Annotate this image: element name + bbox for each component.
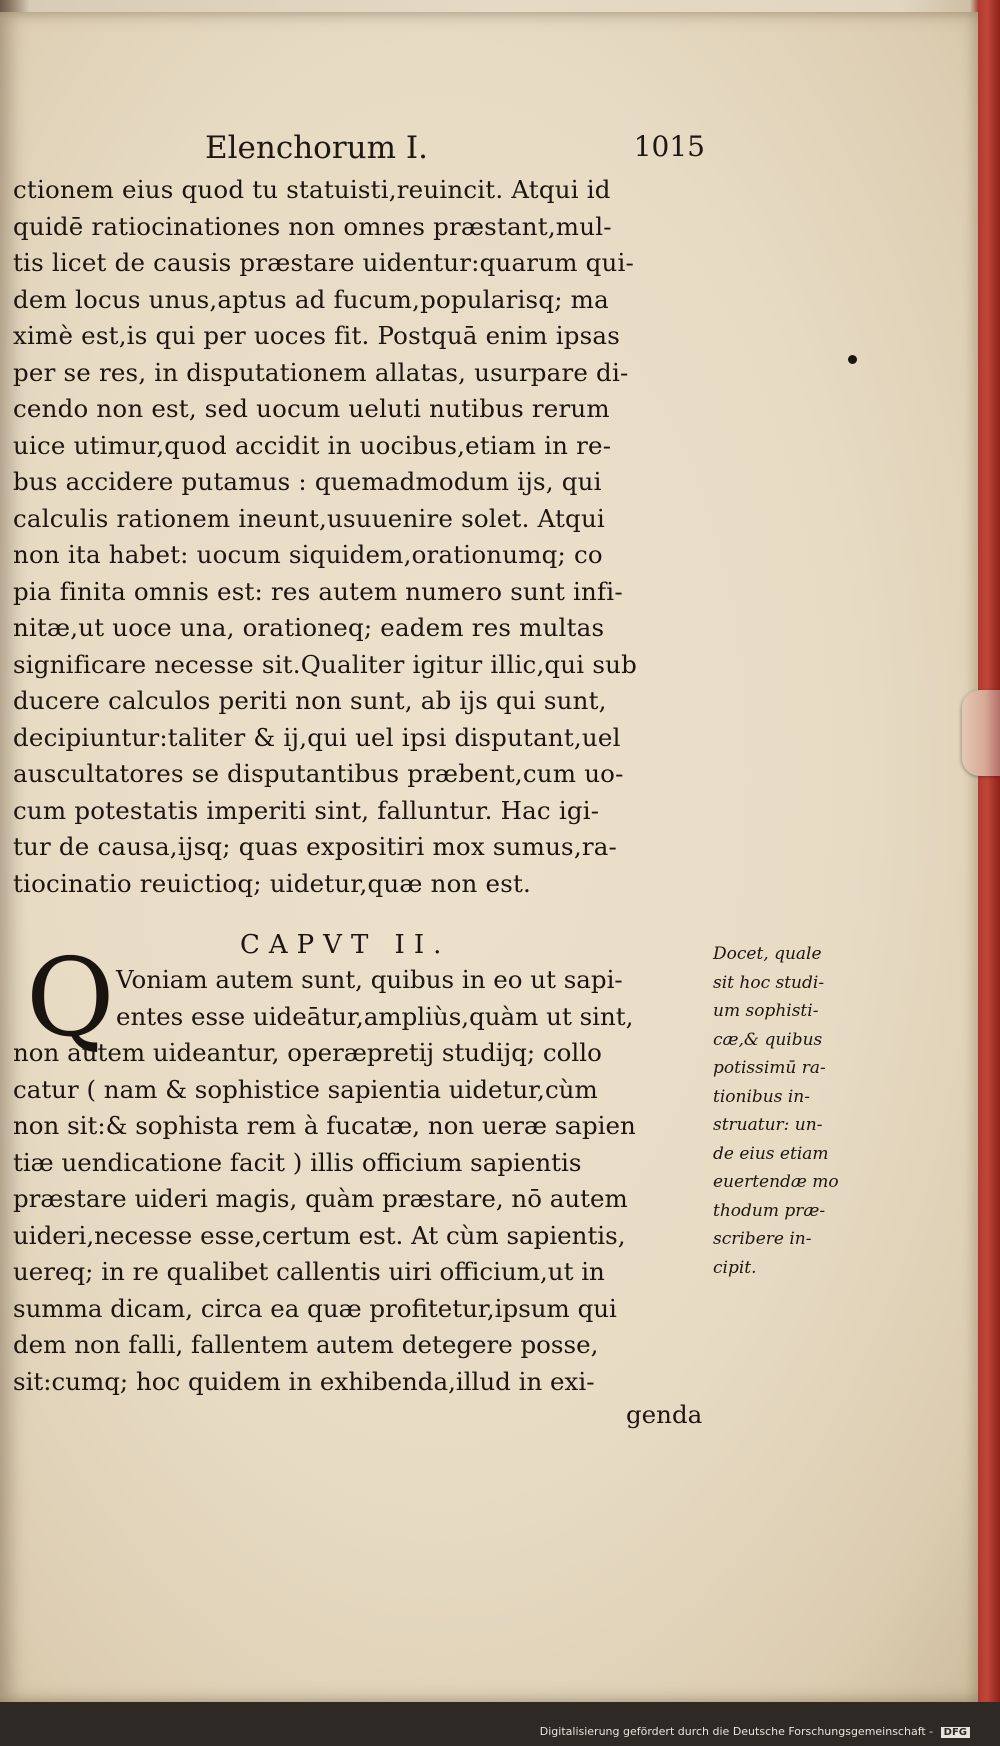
text-line: dem locus unus,aptus ad fucum,popularisq; ma	[13, 284, 609, 314]
text-line: quidē ratiocinationes non omnes præstant,mul-	[13, 211, 612, 241]
text-line: non autem uideantur, operæpretij studijq; collo	[13, 1038, 602, 1067]
text-line: cum potestatis imperiti sint, falluntur. Hac igi-	[13, 795, 600, 825]
marginal-note-line: tionibus in-	[713, 1086, 810, 1107]
text-line: non sit:& sophista rem à fucatæ, non ueræ sapien	[13, 1111, 636, 1140]
text-line: cendo non est, sed uocum ueluti nutibus rerum	[13, 394, 610, 423]
marginal-note-line: cæ,& quibus	[713, 1029, 823, 1050]
text-line: dem non falli, fallentem autem detegere posse,	[13, 1330, 599, 1359]
running-head-title: Elenchorum I.	[205, 130, 428, 166]
footer-strip	[0, 1702, 1000, 1746]
funding-credit-text: Digitalisierung gefördert durch die Deutsche Forschungsgemeinschaft -	[539, 1725, 934, 1738]
text-line: pia finita omnis est: res autem numero sunt infi-	[13, 576, 623, 606]
marginal-note-line: cipit.	[713, 1257, 757, 1278]
dfg-logo: DFG	[941, 1727, 970, 1738]
text-line: sit:cumq; hoc quidem in exhibenda,illud in exi-	[13, 1366, 595, 1396]
funding-credit	[540, 1725, 970, 1738]
chapter-heading: CAPVT II.	[240, 930, 451, 960]
marginal-note-line: sit hoc studi-	[713, 972, 825, 993]
marginal-note-line: struatur: un-	[713, 1115, 823, 1135]
text-line: uereq; in re qualibet callentis uiri officium,ut in	[13, 1257, 605, 1286]
text-line: uice utimur,quod accidit in uocibus,etiam in re-	[13, 430, 612, 460]
text-line: entes esse uideātur,ampliùs,quàm ut sint,	[116, 1001, 634, 1031]
text-line: catur ( nam & sophistice sapientia uidetur,cùm	[13, 1074, 598, 1104]
text-line: tis licet de causis præstare uidentur:quarum qui-	[13, 248, 634, 277]
text-line: ximè est,is qui per uoces fit. Postquā enim ipsas	[13, 321, 620, 350]
text-line: nitæ,ut uoce una, orationeq; eadem res multas	[13, 613, 605, 642]
text-line: calculis rationem ineunt,usuuenire solet. Atqui	[13, 503, 605, 533]
text-line: non ita habet: uocum siquidem,orationumq; co	[13, 540, 603, 569]
book-page	[0, 12, 978, 1702]
marginal-note-line: euertendæ mo	[713, 1172, 839, 1192]
text-line: uideri,necesse esse,certum est. At cùm sapientis,	[13, 1220, 626, 1250]
red-page-edge	[978, 0, 1000, 1746]
text-line: auscultatores se disputantibus præbent,cum uo-	[13, 759, 624, 788]
text-line: summa dicam, circa ea quæ profitetur,ipsum qui	[13, 1293, 617, 1323]
text-line: per se res, in disputationem allatas, usurpare di-	[13, 357, 629, 387]
text-line: Voniam autem sunt, quibus in eo ut sapi-	[116, 965, 623, 994]
text-line: ctionem eius quod tu statuisti,reuincit. Atqui id	[13, 175, 611, 204]
marginal-note-line: scribere in-	[713, 1229, 812, 1249]
marginal-note	[713, 940, 883, 1282]
marginal-note-line: potissimū ra-	[713, 1058, 826, 1078]
text-line: tur de causa,ijsq; quas expositiri mox sumus,ra-	[13, 832, 618, 861]
marginal-note-line: de eius etiam	[713, 1143, 829, 1164]
catchword: genda	[626, 1400, 703, 1429]
text-line: significare necesse sit.Qualiter igitur illic,qui sub	[13, 649, 637, 679]
marginal-note-line: thodum præ-	[713, 1200, 826, 1221]
ink-spot	[848, 355, 857, 364]
page-tab	[962, 690, 1000, 776]
text-line: præstare uideri magis, quàm præstare, nō autem	[13, 1184, 628, 1213]
text-line: ducere calculos periti non sunt, ab ijs qui sunt,	[13, 686, 607, 715]
text-line: tiocinatio reuictioq; uidetur,quæ non est.	[13, 868, 532, 898]
drop-initial: Q	[26, 936, 115, 1061]
text-line: bus accidere putamus : quemadmodum ijs, qui	[13, 467, 602, 496]
text-line: decipiuntur:taliter & ij,qui uel ipsi disputant,uel	[13, 722, 621, 752]
body-text	[13, 172, 713, 902]
page-number: 1015	[633, 130, 705, 163]
chapter-text	[13, 962, 713, 1400]
marginal-note-line: Docet, quale	[713, 944, 822, 964]
text-line: tiæ uendicatione facit ) illis officium sapientis	[13, 1147, 582, 1177]
marginal-note-line: um sophisti-	[713, 1001, 819, 1021]
